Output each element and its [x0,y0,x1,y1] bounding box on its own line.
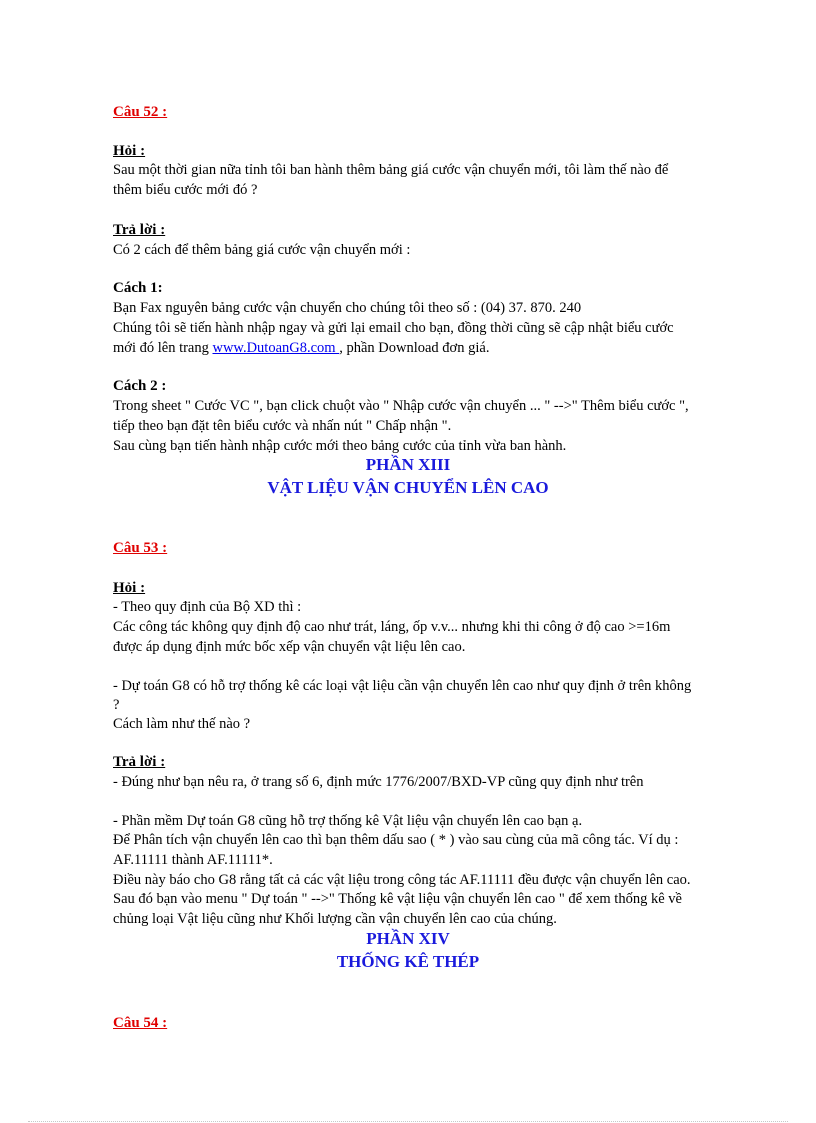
q52-method1-line: Bạn Fax nguyên bảng cước vận chuyển cho chúng tôi theo số : (04) 37. 870. 240 [113,300,582,316]
q52-method1-line: Chúng tôi sẽ tiến hành nhập ngay và gửi lại email cho bạn, đồng thời cũng sẽ cập nhật biểu cước [113,320,674,336]
q52-ask-line: thêm biểu cước mới đó ? [113,182,258,198]
part-13-subtitle: VẬT LIỆU VẬN CHUYỂN LÊN CAO [267,478,549,497]
q52-method1-line [113,338,489,358]
q52-method1-label: Cách 1: [113,280,163,296]
q53-ask-line: Các công tác không quy định độ cao như trát, láng, ốp v.v... nhưng khi thi công ở độ cao >=16m [113,619,671,635]
q53-answer-label: Trả lời : [113,754,166,770]
q53-answer-line: AF.11111 thành AF.11111*. [113,852,273,868]
q53-answer-line: chủng loại Vật liệu cũng như Khối lượng cần vận chuyển lên cao của chúng. [113,911,557,927]
q53-answer-line: Để Phân tích vận chuyển lên cao thì bạn thêm dấu sao ( * ) vào sau cùng của mã công tác. Ví dụ : [113,832,679,848]
q53-answer-line: - Đúng như bạn nêu ra, ở trang số 6, định mức 1776/2007/BXD-VP cũng quy định như trên [113,774,644,790]
q52-answer-label: Trả lời : [113,222,166,238]
part-13-title: PHẦN XIII [365,455,451,474]
q52-method2-label: Cách 2 : [113,378,167,394]
q53-answer-line: Sau đó bạn vào menu " Dự toán " -->" Thống kê vật liệu vận chuyển lên cao " để xem thống kê về [113,891,682,907]
q52-method1-text: mới đó lên trang [113,340,213,356]
q52-method2-line: Trong sheet " Cước VC ", bạn click chuột vào " Nhập cước vận chuyển ... " -->" Thêm biểu cước ", [113,398,689,414]
question-52-title: Câu 52 : [113,104,168,120]
question-53-title: Câu 53 : [113,540,168,556]
q53-ask-line: - Theo quy định của Bộ XD thì : [113,599,302,615]
q53-ask-line: ? [113,697,120,713]
q53-ask-label: Hỏi : [113,580,146,596]
q53-ask-line: Cách làm như thế nào ? [113,716,251,732]
question-54-title: Câu 54 : [113,1015,168,1031]
q53-ask-line: được áp dụng định mức bốc xếp vận chuyển vật liệu lên cao. [113,639,466,655]
q52-ask-line: Sau một thời gian nữa tỉnh tôi ban hành thêm bảng giá cước vận chuyển mới, tôi làm thế nào để [113,162,669,178]
q52-method1-text: , phần Download đơn giá. [339,340,490,356]
page-bottom-divider [28,1121,788,1122]
part-14-title: PHẦN XIV [366,929,450,948]
part-14-subtitle: THỐNG KÊ THÉP [336,952,480,971]
q52-method2-line: Sau cùng bạn tiến hành nhập cước mới theo bảng cước của tỉnh vừa ban hành. [113,438,567,454]
q53-answer-line: - Phần mềm Dự toán G8 cũng hỗ trợ thống kê Vật liệu vận chuyển lên cao bạn ạ. [113,813,583,829]
q52-ask-label: Hỏi : [113,143,146,159]
q52-method2-line: tiếp theo bạn đặt tên biểu cước và nhấn nút " Chấp nhận ". [113,418,452,434]
q53-ask-line: - Dự toán G8 có hỗ trợ thống kê các loại vật liệu cần vận chuyển lên cao như quy định ở trên không [113,678,692,694]
dutoang8-link[interactable]: www.DutoanG8.com [212,340,340,356]
q52-answer-intro: Có 2 cách để thêm bảng giá cước vận chuyển mới : [113,242,411,258]
q53-answer-line: Điều này báo cho G8 rằng tất cả các vật liệu trong công tác AF.11111 đều được vận chuyển lên cao. [113,872,691,888]
